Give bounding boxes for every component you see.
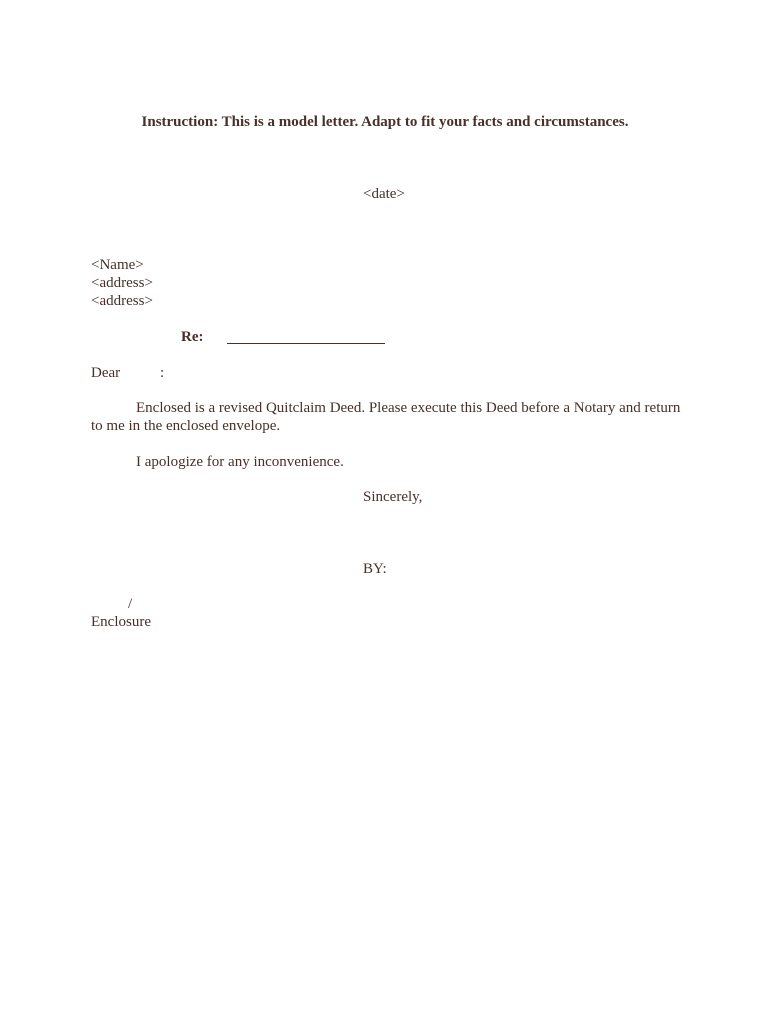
body-paragraph-1-line-1: Enclosed is a revised Quitclaim Deed. Please execute this Deed before a Notary and return	[136, 400, 681, 416]
initials-separator: /	[128, 596, 133, 612]
salutation-colon: :	[160, 365, 165, 381]
signature-by-label: BY:	[363, 561, 387, 577]
date-placeholder: <date>	[363, 186, 405, 202]
recipient-address-line-2: <address>	[91, 293, 153, 309]
re-label: Re:	[181, 329, 204, 345]
closing: Sincerely,	[363, 489, 423, 505]
body-paragraph-1-line-2: to me in the enclosed envelope.	[91, 418, 281, 434]
re-subject-blank-line	[227, 343, 385, 344]
instruction-heading: Instruction: This is a model letter. Adapt to fit your facts and circumstances.	[141, 114, 629, 130]
salutation: Dear	[91, 365, 121, 381]
recipient-name: <Name>	[91, 257, 144, 273]
recipient-address-line-1: <address>	[91, 275, 153, 291]
body-paragraph-2: I apologize for any inconvenience.	[136, 454, 344, 470]
enclosure-notation: Enclosure	[91, 614, 151, 630]
